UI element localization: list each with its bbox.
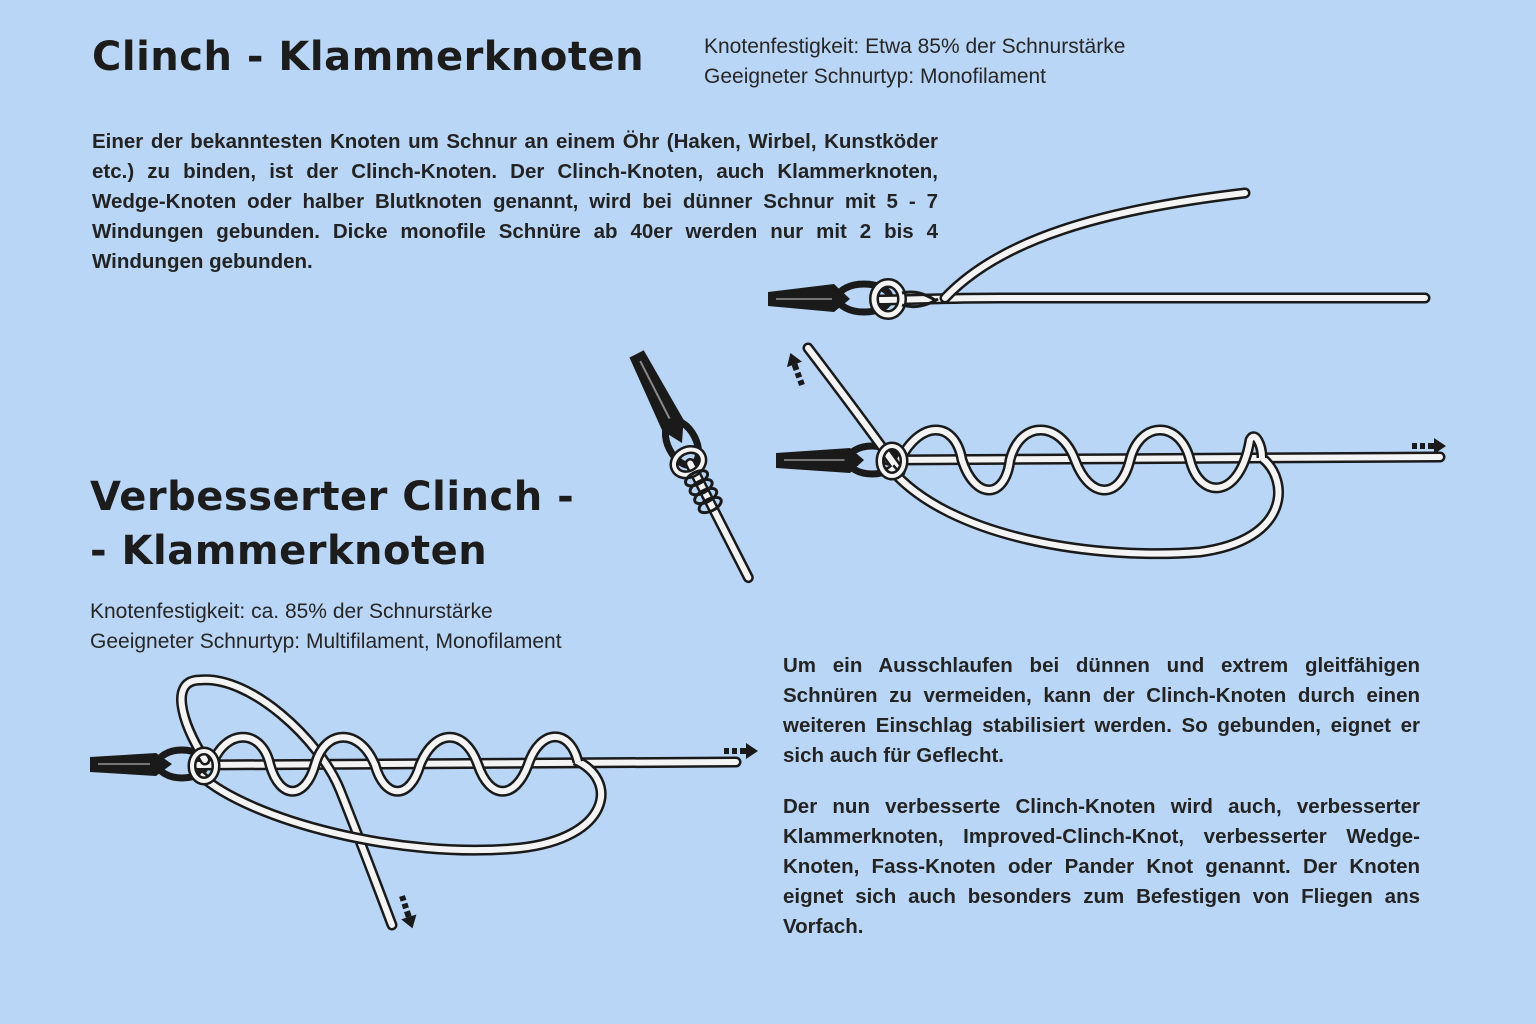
improved-clinch-title-line1: Verbesserter Clinch - xyxy=(90,474,575,520)
pull-arrow-icon xyxy=(783,350,810,387)
clinch-strength: Knotenfestigkeit: Etwa 85% der Schnurstärke xyxy=(704,35,1126,58)
clinch-line-type: Geeigneter Schnurtyp: Monofilament xyxy=(704,65,1047,88)
improved-clinch-title-line2: - Klammerknoten xyxy=(90,528,488,574)
clinch-description: Einer der bekanntesten Knoten um Schnur an einem Öhr (Haken, Wirbel, Kunstköder etc.) zu binden, ist der Clinch-Knoten. Der Clinch-Knoten, auch Klammerknoten, Wedge-Knoten oder halber Blutknoten genannt, wird bei dünner Schnur mit 5 - 7 Windungen gebunden. Dicke monofile Schnüre ab 40er werden nur mit 2 bis 4 Windungen gebunden. xyxy=(92,130,938,273)
clinch-finished-diagram xyxy=(768,193,1425,315)
improved-clinch-strength: Knotenfestigkeit: ca. 85% der Schnurstärke xyxy=(90,600,493,623)
improved-clinch-description-1: Um ein Ausschlaufen bei dünnen und extrem gleitfähigen Schnüren zu vermeiden, kann der Clinch-Knoten durch einen weiteren Einschlag stabilisiert werden. So gebunden, eignet er sich auch für Geflecht. xyxy=(783,654,1420,767)
improved-clinch-finished-diagram xyxy=(621,348,763,585)
clinch-title: Clinch - Klammerknoten xyxy=(92,34,645,80)
pull-arrow-icon xyxy=(394,894,420,931)
clinch-tying-diagram xyxy=(776,348,1446,554)
improved-clinch-description-2: Der nun verbesserte Clinch-Knoten wird auch, verbesserter Klammerknoten, Improved-Clinch-Knot, verbesserter Wedge-Knoten, Fass-Knoten oder Pander Knot genannt. Der Knoten eignet sich auch besonders zum Befestigen von Fliegen ans Vorfach. xyxy=(783,795,1420,938)
improved-clinch-tying-diagram xyxy=(90,680,758,931)
improved-clinch-line-type: Geeigneter Schnurtyp: Multifilament, Monofilament xyxy=(90,630,562,653)
